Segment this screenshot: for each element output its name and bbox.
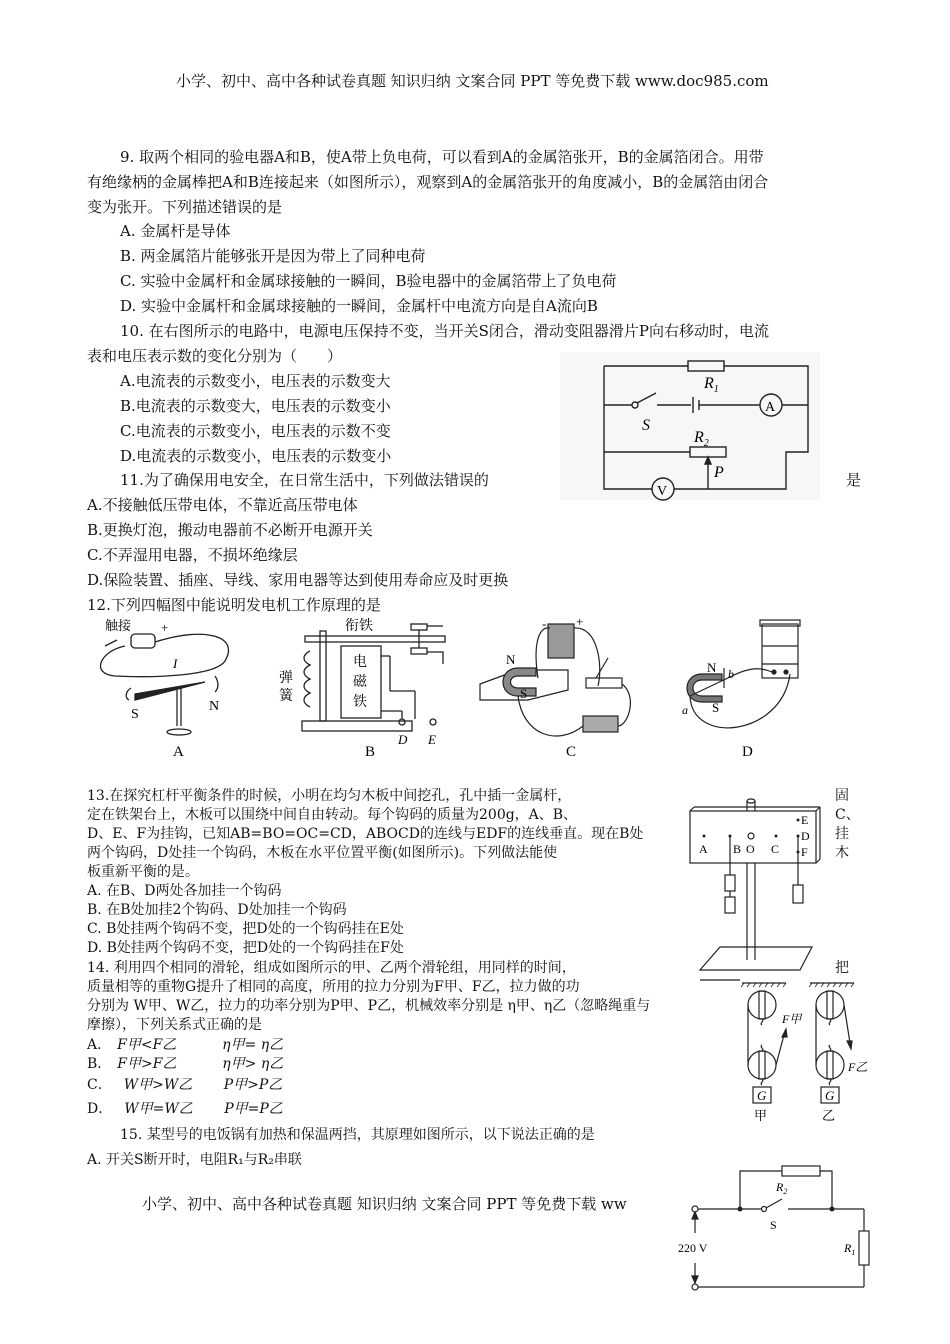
- r2-label: $R_2$: [694, 429, 709, 449]
- page-footer: 小学、初中、高中各种试卷真题 知识归纳 文案合同 PPT 等免费下载 ww: [142, 1195, 627, 1213]
- question-13-option-c: C. B处挂两个钩码不变，把D处的一个钩码挂在E处: [87, 921, 404, 937]
- spring-label-1: 弹: [279, 671, 293, 686]
- question-10-text-line-2: 表和电压表示数的变化分别为（ ）: [87, 347, 343, 365]
- question-14-option-c: [87, 1076, 282, 1094]
- question-12-figure-d: [662, 616, 832, 760]
- question-13-line-end-2: C、: [835, 807, 860, 823]
- question-13-option-a: A. 在B、D两处各加挂一个钩码: [87, 883, 282, 899]
- switch-label: S: [770, 1218, 777, 1232]
- question-15-text: 15. 某型号的电饭锅有加热和保温两挡，其原理如图所示，以下说法正确的是: [120, 1127, 595, 1143]
- point-d-label: D: [801, 829, 810, 843]
- question-11-text: 11.为了确保用电安全，在日常生活中，下列做法错误的: [120, 471, 489, 489]
- question-9-text-line-2: 有绝缘柄的金属棒把A和B连接起来（如图所示），观察到A的金属箔张开的角度减小，B的金属箔由闭合: [87, 173, 769, 191]
- option-label: A．: [87, 1037, 112, 1053]
- question-14-text-line-3: 分别为 W甲、W乙，拉力的功率分别为P甲、P乙，机械效率分别是 η甲、η乙（忽略绳重与: [87, 998, 651, 1014]
- question-10-option-a: A.电流表的示数变小，电压表的示数变大: [120, 372, 391, 390]
- option-left: F甲<F乙: [117, 1037, 177, 1053]
- weight-left-label: G: [757, 1088, 767, 1103]
- r2-label: $R_2$: [776, 1180, 788, 1196]
- question-14-pulley-diagram: [700, 975, 870, 1125]
- a-label: a: [682, 703, 688, 717]
- question-9-option-b: B. 两金属箔片能够张开是因为带上了同种电荷: [120, 247, 426, 265]
- spring-label-2: 簧: [279, 689, 293, 704]
- question-9-option-a: A. 金属杆是导体: [120, 222, 231, 240]
- force-left-label: F甲: [782, 1012, 802, 1026]
- pulley-left-label: 甲: [754, 1108, 768, 1123]
- question-11-option-d: D.保险装置、插座、导线、家用电器等达到使用寿命应及时更换: [87, 571, 509, 589]
- question-14-option-d: [87, 1100, 283, 1118]
- question-10-option-d: D.电流表的示数变小，电压表的示数变小: [120, 447, 392, 465]
- question-14-option-b: [87, 1055, 283, 1073]
- option-label: D．: [87, 1101, 113, 1117]
- magnet-label-3: 铁: [353, 695, 367, 710]
- terminal-e-label: E: [428, 732, 436, 747]
- point-c-label: C: [771, 842, 780, 856]
- question-13-line-end-3: 挂: [835, 826, 849, 842]
- question-13-lever-diagram: [680, 795, 830, 970]
- question-10-text-line-1: 10. 在右图所示的电路中，电源电压保持不变，当开关S闭合，滑动变阻器滑片P向右移动时，电流: [120, 322, 769, 340]
- question-14-line-end: 把: [835, 960, 849, 976]
- force-right-label: F乙: [848, 1060, 868, 1074]
- question-13-text-line-1: 13.在探究杠杆平衡条件的时候，小明在均匀木板中间挖孔，孔中插一金属杆，: [87, 788, 572, 804]
- current-label: I: [173, 656, 178, 671]
- point-b-label: B: [733, 842, 742, 856]
- question-13-line-end-1: 固: [835, 788, 849, 804]
- question-13-option-b: B. 在B处加挂2个钩码、D处加挂一个钩码: [87, 902, 347, 918]
- question-15-option-a: A. 开关S断开时，电阻R₁与R₂串联: [87, 1152, 302, 1168]
- question-9-option-c: C. 实验中金属杆和金属球接触的一瞬间，B验电器中的金属箔带上了负电荷: [120, 272, 617, 290]
- voltmeter-label: V: [657, 484, 668, 499]
- b-label: b: [728, 667, 734, 681]
- option-right: η甲= η乙: [222, 1037, 284, 1053]
- question-14-text-line-4: 摩擦），下列关系式正确的是: [87, 1017, 262, 1033]
- south-label: S: [520, 686, 528, 701]
- question-9-option-d: D. 实验中金属杆和金属球接触的一瞬间，金属杆中电流方向是自A流向B: [120, 297, 598, 315]
- r1-label: $R_1$: [844, 1241, 856, 1257]
- question-14-option-a: [87, 1036, 283, 1054]
- question-11-option-a: A.不接触低压带电体，不靠近高压带电体: [87, 496, 358, 514]
- armature-label: 衔铁: [345, 619, 373, 634]
- figure-c-label: C: [566, 744, 577, 760]
- point-f-label: F: [801, 845, 808, 859]
- option-left: F甲>F乙: [117, 1056, 177, 1072]
- slider-label: P: [714, 464, 724, 481]
- question-12-figure-b: [265, 616, 455, 760]
- touch-label: 触接: [105, 618, 132, 633]
- question-11-text-end: 是: [846, 471, 862, 489]
- question-15-circuit-diagram: [678, 1165, 860, 1285]
- question-14-text-line-2: 质量相等的重物G提升了相同的高度，所用的拉力分别为F甲、F乙，拉力做的功: [87, 979, 580, 995]
- r1-label: $R_1$: [704, 375, 719, 395]
- question-13-line-end-4: 木: [835, 845, 849, 861]
- page-header: 小学、初中、高中各种试卷真题 知识归纳 文案合同 PPT 等免费下载 www.doc985.com: [176, 72, 769, 90]
- question-13-text-line-2: 定在铁架台上，木板可以围绕中间自由转动。每个钩码的质量为200g，A、B、: [87, 807, 578, 823]
- question-13-text-line-4: 两个钩码，D处挂一个钩码，木板在水平位置平衡(如图所示)。下列做法能使: [87, 845, 558, 861]
- switch-label: S: [642, 417, 650, 434]
- question-12-figure-c: [478, 614, 653, 760]
- point-e-label: E: [801, 813, 809, 827]
- terminal-d-label: D: [398, 732, 408, 747]
- south-label: S: [712, 700, 720, 715]
- option-left: W甲=W乙: [124, 1101, 193, 1117]
- question-11-option-b: B.更换灯泡，搬动电器前不必断开电源开关: [87, 521, 373, 539]
- point-a-label: A: [699, 842, 708, 856]
- plus-label: +: [576, 614, 584, 629]
- question-11-option-c: C.不弄湿用电器，不损坏绝缘层: [87, 546, 298, 564]
- option-label: C．: [87, 1077, 112, 1093]
- question-12-figure-a: [95, 616, 245, 760]
- question-9-text-line-3: 变为张开。下列描述错误的是: [87, 198, 283, 216]
- question-13-text-line-3: D、E、F为挂钩，已知AB=BO=OC=CD，ABOCD的连线与EDF的连线垂直。现在B处: [87, 826, 644, 842]
- north-label: N: [209, 699, 220, 714]
- option-right: η甲> η乙: [222, 1056, 284, 1072]
- option-left: W甲>W乙: [123, 1077, 193, 1093]
- south-label: S: [131, 707, 139, 722]
- magnet-label-1: 电: [353, 655, 367, 670]
- minus-label: -: [542, 616, 547, 631]
- point-o-label: O: [746, 842, 755, 856]
- north-label: N: [506, 652, 516, 667]
- pulley-right-label: 乙: [822, 1108, 836, 1123]
- option-right: P甲=P乙: [224, 1101, 283, 1117]
- ammeter-label: A: [765, 400, 776, 415]
- plus-label: +: [161, 620, 169, 635]
- option-label: B．: [87, 1056, 112, 1072]
- figure-b-label: B: [365, 744, 376, 760]
- question-10-option-c: C.电流表的示数变小，电压表的示数不变: [120, 422, 391, 440]
- weight-right-label: G: [825, 1088, 835, 1103]
- question-9-text-line-1: 9. 取两个相同的验电器A和B，使A带上负电荷，可以看到A的金属箔张开，B的金属箔闭合。用带: [120, 148, 764, 166]
- magnet-label-2: 磁: [353, 675, 367, 690]
- north-label: N: [707, 660, 717, 675]
- figure-d-label: D: [742, 744, 753, 760]
- question-10-circuit-diagram: [560, 352, 820, 500]
- question-14-text-line-1: 14. 利用四个相同的滑轮，组成如图所示的甲、乙两个滑轮组，用同样的时间，: [87, 960, 576, 976]
- question-10-option-b: B.电流表的示数变大，电压表的示数变小: [120, 397, 391, 415]
- question-13-option-d: D. B处挂两个钩码不变，把D处的一个钩码挂在F处: [87, 940, 404, 956]
- question-12-text: 12.下列四幅图中能说明发电机工作原理的是: [87, 596, 381, 614]
- voltage-label: 220 V: [678, 1241, 708, 1255]
- figure-a-label: A: [173, 744, 184, 760]
- option-right: P甲>P乙: [223, 1077, 283, 1093]
- question-13-text-line-5: 板重新平衡的是。: [87, 864, 199, 880]
